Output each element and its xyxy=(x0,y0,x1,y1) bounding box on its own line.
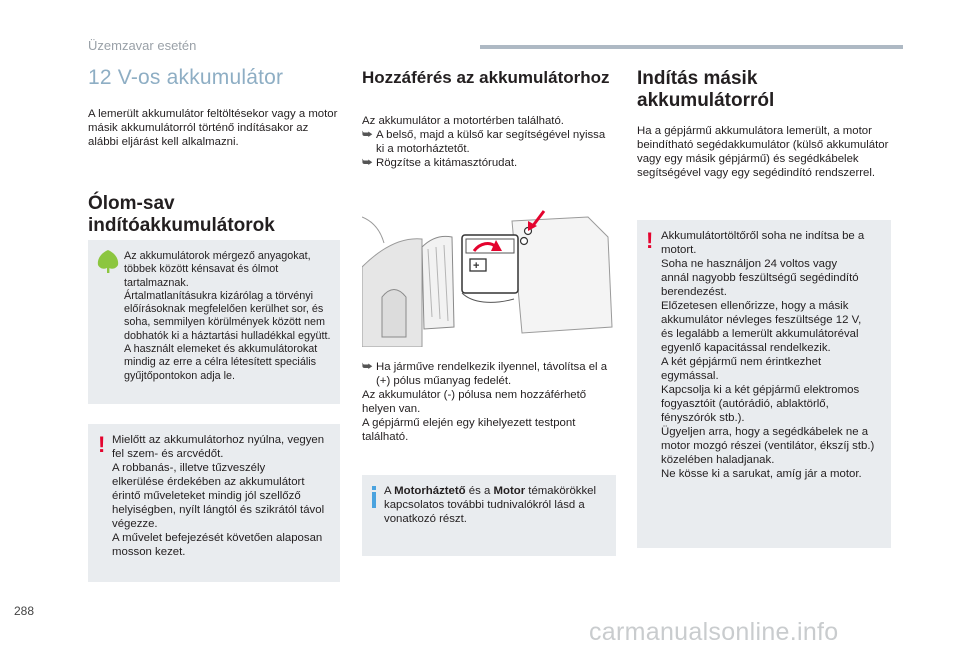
text-line: A művelet befejezését követően alaposan xyxy=(112,532,323,544)
text-line: Az akkumulátorok mérgező anyagokat, xyxy=(124,250,311,262)
text-line: fogyasztóit (autórádió, ablaktörlő, xyxy=(661,398,829,410)
column-jump-start xyxy=(637,64,891,180)
text-line: helyiségben, nyílt lángtól és szikrától távol xyxy=(112,504,325,516)
recycling-note-text xyxy=(124,250,338,383)
text-line: akkumulátor névleges feszültsége 12 V, xyxy=(661,314,862,326)
jump-start-title-line2: akkumulátorról xyxy=(637,90,775,111)
bullet-prop-rod: ⮩ Rögzítse a kitámasztórudat. xyxy=(362,157,518,169)
info-link-engine: Motor xyxy=(493,485,526,497)
page-title: 12 V-os akkumulátor xyxy=(88,66,284,89)
text-line: gyűjtőpontokon adja le. xyxy=(124,369,236,382)
jump-start-warning-box xyxy=(637,220,891,548)
text-line: közelében haladjanak. xyxy=(661,454,775,466)
text-line: motort. xyxy=(661,244,697,256)
column-access-lower xyxy=(362,360,616,444)
text-line: Soha ne használjon 24 voltos vagy xyxy=(661,258,838,270)
warning-exclamation-icon: ! xyxy=(646,228,654,253)
engine-bay-illustration xyxy=(362,207,616,347)
ground-point-note: A gépjármű elején egy kihelyezett testpont található. xyxy=(362,417,576,443)
info-text: A Motorháztető és a Motor témakörökkel kapcsolatos további tudnivalókról lásd a vonatkozó részt. xyxy=(384,485,597,525)
text-line: Ne kösse ki a sarukat, amíg jár a motor. xyxy=(661,468,862,480)
info-link-bonnet: Motorháztető xyxy=(394,485,466,497)
jump-start-warning-text xyxy=(661,229,889,481)
text-line: fel szem- és arcvédőt. xyxy=(112,448,224,460)
text-line: tartalmaznak. xyxy=(124,276,189,289)
text-line: mindig az erre a célra létesített speciális xyxy=(124,356,317,369)
bullet-arrow-icon: ⮩ xyxy=(362,129,373,141)
safety-warning-box xyxy=(88,424,340,582)
text-line: előírásoknak megfelelően kerülhet sor, és xyxy=(124,303,324,316)
text-line: Akkumulátortöltőről soha ne indítsa be a xyxy=(661,230,865,242)
bullet-arrow-icon: ⮩ xyxy=(362,157,373,169)
text-line: A használt elemeket és akkumulátorokat xyxy=(124,343,318,356)
text-line: berendezést. xyxy=(661,286,727,298)
text-line: annál nagyobb feszültségű segédindító xyxy=(661,272,859,284)
text-line: fényszórók stb.). xyxy=(661,412,745,424)
section-header: Üzemzavar esetén xyxy=(88,38,197,53)
watermark: carmanualsonline.info xyxy=(589,618,839,646)
text-line: Kapcsolja ki a két gépjármű elektromos xyxy=(661,384,860,396)
bullet-open-bonnet: ⮩ A belső, majd a külső kar segítségével nyissa ki a motorháztetőt. xyxy=(362,129,606,155)
minus-terminal-note: Az akkumulátor (-) pólusa nem hozzáférhető helyen van. xyxy=(362,389,587,415)
header-divider xyxy=(480,45,903,49)
access-title: Hozzáférés az akkumulátorhoz xyxy=(362,68,610,87)
text-line: egymással. xyxy=(661,370,719,382)
text-line: elkerülése érdekében az akkumulátort xyxy=(112,476,305,488)
text-line: Előzetesen ellenőrizze, hogy a másik xyxy=(661,300,849,312)
text-line: A robbanás-, illetve tűzveszély xyxy=(112,462,266,474)
access-intro: Az akkumulátor a motortérben található. xyxy=(362,115,564,127)
leaf-icon xyxy=(96,249,120,273)
text-line: egyenlő kapacitással rendelkezik. xyxy=(661,342,831,354)
text-line: mosson kezet. xyxy=(112,546,186,558)
text-line: végezze. xyxy=(112,518,158,530)
bullet-remove-cover: ⮩ Ha járműve rendelkezik ilyennel, távolítsa el a (+) pólus műanyag fedelét. xyxy=(362,361,608,387)
text-line: dobhatók ki a háztartási hulladékkal együtt. xyxy=(124,329,331,342)
text-line: érintő műveleteket mindig jól szellőző xyxy=(112,490,301,502)
page-number: 288 xyxy=(14,604,35,618)
text-line: Mielőtt az akkumulátorhoz nyúlna, vegyen xyxy=(112,434,325,446)
info-box xyxy=(362,475,616,556)
text-line: Ártalmatlanításukra kizárólag a törvényi xyxy=(124,289,314,302)
text-line: A két gépjármű nem érintkezhet xyxy=(661,356,822,368)
jump-start-title-line1: Indítás másik xyxy=(637,68,758,89)
jump-start-intro: Ha a gépjármű akkumulátora lemerült, a motor beindítható segédakkumulátor (külső akkumulátor vagy egy másik gépjármű) és segédkábelek segítségével vagy egy segédindító rendszerrel. xyxy=(637,125,889,179)
column-access xyxy=(362,64,616,170)
safety-warning-text xyxy=(112,433,338,559)
recycling-note-box xyxy=(88,240,340,404)
lead-acid-title-line1: Ólom-sav xyxy=(88,193,175,214)
info-icon xyxy=(372,492,376,508)
battery-intro: A lemerült akkumulátor feltöltésekor vagy a motor másik akkumulátorról történő indításakor az alábbi eljárást kell alkalmazni. xyxy=(88,108,338,148)
warning-exclamation-icon: ! xyxy=(98,432,106,457)
plus-terminal-symbol: + xyxy=(473,260,480,272)
text-line: soha, semmilyen körülmények között nem xyxy=(124,316,326,329)
text-line: és legalább a lemerült akkumulátoréval xyxy=(661,328,859,340)
bullet-arrow-icon: ⮩ xyxy=(362,361,373,373)
lead-acid-title-line2: indítóakkumulátorok xyxy=(88,215,275,236)
text-line: Ügyeljen arra, hogy a segédkábelek ne a xyxy=(661,426,869,438)
column-battery xyxy=(88,64,340,237)
text-line: motor mozgó részei (ventilátor, ékszíj stb.) xyxy=(661,440,875,452)
text-line: többek között kénsavat és ólmot xyxy=(124,263,279,276)
